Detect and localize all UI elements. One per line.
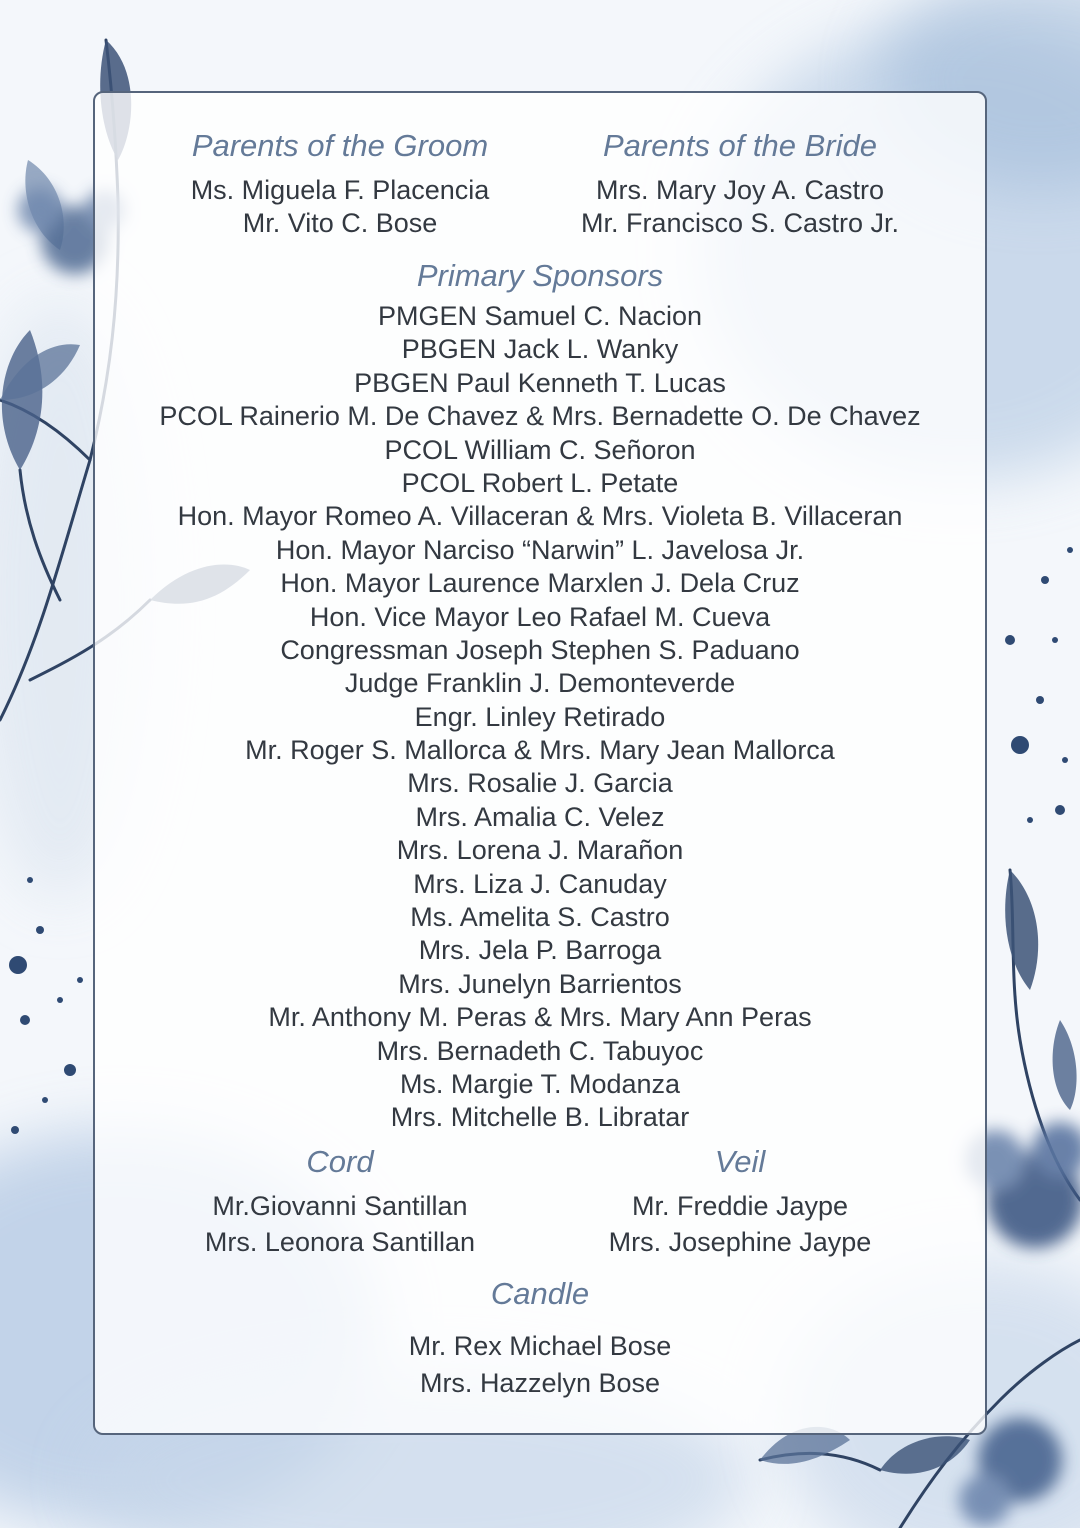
list-item: PBGEN Jack L. Wanky: [401, 334, 679, 365]
list-item: Hon. Mayor Laurence Marxlen J. Dela Cruz: [280, 568, 800, 599]
list-item: Mr. Francisco S. Castro Jr.: [580, 208, 900, 239]
list-item: Ms. Miguela F. Placencia: [190, 175, 490, 205]
list-item: Mrs. Hazzelyn Bose: [419, 1368, 661, 1398]
list-item: Mrs. Rosalie J. Garcia: [407, 768, 673, 799]
list-item: Mrs. Jela P. Barroga: [418, 935, 662, 966]
primary-sponsors-list: [93, 300, 987, 1135]
parents-bride-list: [540, 174, 940, 241]
list-item: Ms. Amelita S. Castro: [410, 902, 670, 933]
veil-list: [540, 1188, 940, 1260]
list-item: Mrs. Josephine Jaype: [608, 1227, 872, 1257]
list-item: Hon. Mayor Romeo A. Villaceran & Mrs. Violeta B. Villaceran: [177, 501, 903, 532]
cord-list: [140, 1188, 540, 1260]
list-item: Mr.Giovanni Santillan: [212, 1191, 468, 1221]
list-item: Mrs. Lorena J. Marañon: [396, 835, 684, 866]
list-item: Mr. Vito C. Bose: [242, 208, 438, 239]
primary-sponsors-heading: Primary Sponsors: [416, 258, 664, 293]
list-item: Mrs. Mary Joy A. Castro: [595, 175, 885, 205]
list-item: Mr. Roger S. Mallorca & Mrs. Mary Jean Mallorca: [245, 735, 835, 766]
parents-bride-heading: Parents of the Bride: [603, 128, 877, 163]
list-item: Mrs. Liza J. Canuday: [413, 868, 667, 899]
veil-heading: Veil: [714, 1144, 766, 1179]
list-item: PCOL Rainerio M. De Chavez & Mrs. Bernadette O. De Chavez: [159, 401, 921, 432]
list-item: PBGEN Paul Kenneth T. Lucas: [354, 367, 726, 398]
list-item: Mrs. Junelyn Barrientos: [398, 968, 682, 999]
list-item: Mrs. Leonora Santillan: [204, 1227, 476, 1257]
list-item: PCOL Robert L. Petate: [401, 467, 679, 498]
list-item: PCOL William C. Señoron: [384, 434, 696, 465]
list-item: Ms. Margie T. Modanza: [399, 1068, 681, 1099]
list-item: Hon. Mayor Narciso “Narwin” L. Javelosa Jr.: [275, 534, 805, 565]
list-item: Mr. Freddie Jaype: [631, 1191, 849, 1221]
candle-list: [93, 1328, 987, 1402]
list-item: Congressman Joseph Stephen S. Paduano: [280, 634, 800, 665]
list-item: Mrs. Mitchelle B. Libratar: [390, 1102, 690, 1133]
candle-heading: Candle: [490, 1276, 590, 1311]
list-item: Mr. Anthony M. Peras & Mrs. Mary Ann Peras: [268, 1002, 812, 1033]
cord-heading: Cord: [306, 1144, 374, 1179]
parents-groom-list: [140, 174, 540, 241]
list-item: Mrs. Amalia C. Velez: [415, 801, 665, 832]
list-item: Mr. Rex Michael Bose: [408, 1331, 672, 1361]
list-item: Hon. Vice Mayor Leo Rafael M. Cueva: [309, 601, 771, 632]
list-item: Engr. Linley Retirado: [414, 701, 666, 732]
parents-groom-heading: Parents of the Groom: [191, 128, 489, 163]
list-item: Mrs. Bernadeth C. Tabuyoc: [376, 1035, 704, 1066]
list-item: PMGEN Samuel C. Nacion: [377, 301, 703, 331]
list-item: Judge Franklin J. Demonteverde: [344, 668, 736, 699]
